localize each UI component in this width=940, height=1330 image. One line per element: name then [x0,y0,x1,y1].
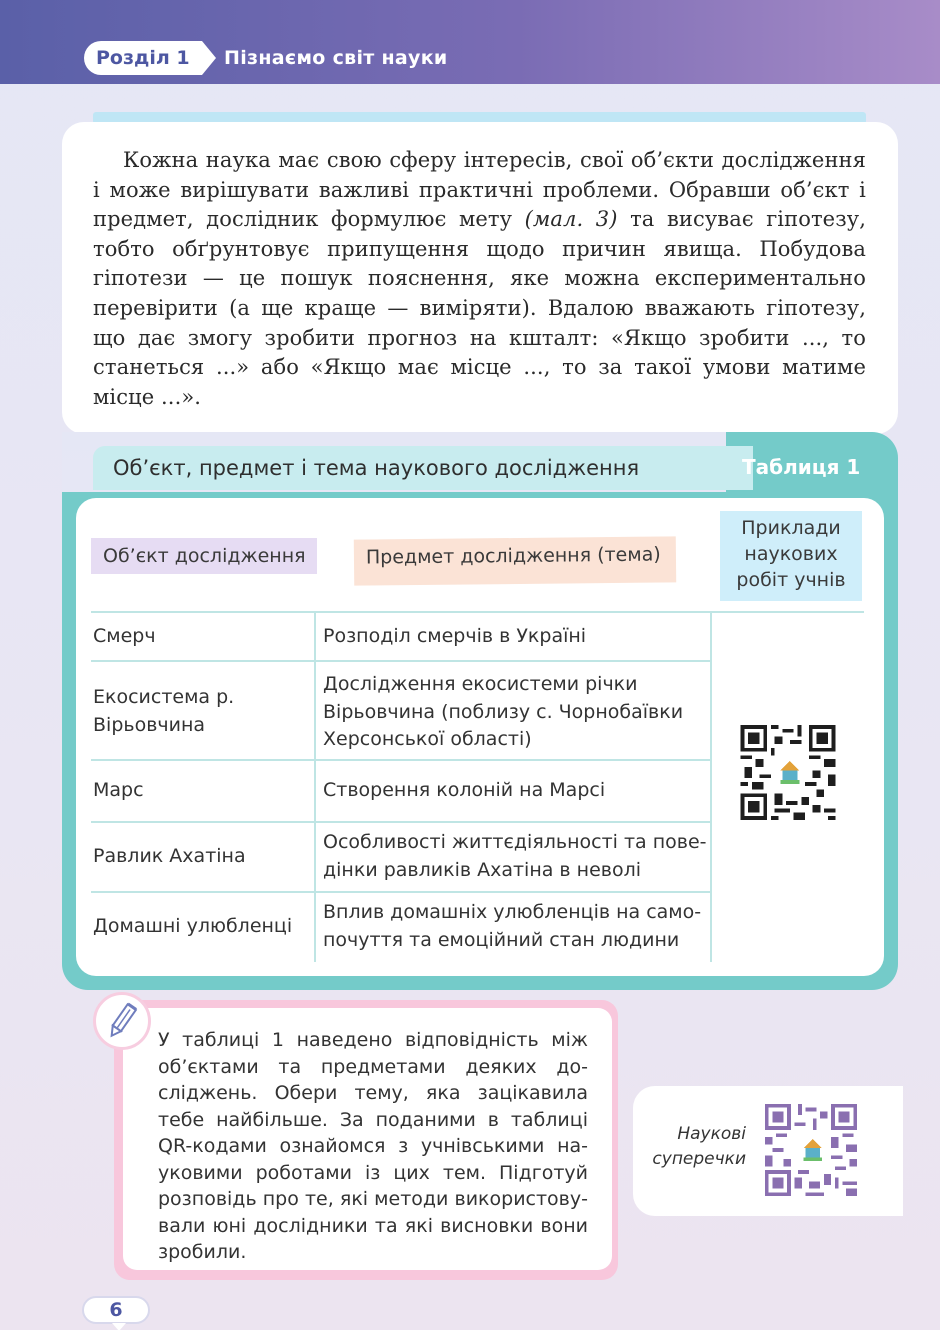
qr-code-icon[interactable] [738,725,838,820]
table-cell-subject: Вплив домашніх улюбленців на самопочуття та емоційний стан людини [323,901,702,951]
intro-text-part2: та висуває гіпотезу, тобто обґрунтовує припущення щодо причин явища. Побудова гіпотези — це пошук пояснення, яке можна експериментально перевірити (а ще краще — виміряти). Вдалою вважають гіпотезу, що дає змогу зробити прогноз на кшталт: «Якщо зробити ..., то станеться ...» або «Якщо має місце ..., то за такої умови матиме місце ...». [93,207,866,409]
column-header-examples-line: Приклади [741,517,841,539]
pencil-badge [93,992,151,1050]
table-cell-subject: Створення колоній на Марсі [323,779,606,801]
qr-side-label: Наукові суперечки [652,1124,746,1169]
table-cell-object: Екосистема р. Вірьовчина [93,686,235,736]
column-header-object: Об’єкт дослідження [91,538,317,574]
column-header-subject: Предмет дослідження (тема) [354,536,676,585]
table-number-label: Таблиця 1 [742,455,861,479]
table-divider [91,660,711,662]
table-cell-object: Домашні улюбленці [93,915,293,937]
table-cell-object: Равлик Ахатіна [93,845,246,867]
section-title: Пізнаємо світ науки [224,47,448,69]
column-header-examples-line: наукових [744,543,838,565]
table-column-divider [314,612,316,962]
table-title: Об’єкт, предмет і тема наукового дослідження [113,456,640,480]
figure-reference: (мал. 3) [524,207,618,232]
table-divider [91,891,711,893]
intro-paragraph [93,146,866,412]
pencil-icon [96,995,148,1047]
table-cell-subject: Особливості життєдіяльності та поведінки равликів Ахатіна в неволі [323,831,707,881]
column-header-examples [720,511,862,601]
table-cell-subject: Розподіл смерчів в Україні [323,625,587,647]
table-cell-subject: Дослідження екосистеми річки Вірьовчина (поблизу с. Чорнобаївки Херсонської області) [323,673,684,750]
page-number: 6 [82,1296,150,1324]
table-divider [91,821,711,823]
table-divider [91,611,864,613]
qr-code-icon[interactable] [762,1104,860,1196]
table-cell-object: Марс [93,779,144,801]
table-divider [91,759,711,761]
column-header-examples-line: робіт учнів [736,569,846,591]
intro-text-part1: Кожна наука має свою сферу інтересів, свої об’єкти дослідження і може вирішувати важливі практичні проблеми. Обравши об’єкт і предмет, дослідник формулює мету [93,148,866,232]
table-cell-object: Смерч [93,625,156,647]
task-instructions: У таблиці 1 наведено відповідність між об’єктами та предметами деяких досліджень. Обери тему, яка зацікавила тебе найбільше. За поданими в таблиці QR-кодами ознайомся з учнівськими науковими роботами із цих тем. Підготуй розповідь про те, які методи використовували юні дослідники та які висновки вони зробили. [158,1029,588,1263]
table-column-divider [710,612,712,962]
section-label: Розділ 1 [84,41,202,75]
